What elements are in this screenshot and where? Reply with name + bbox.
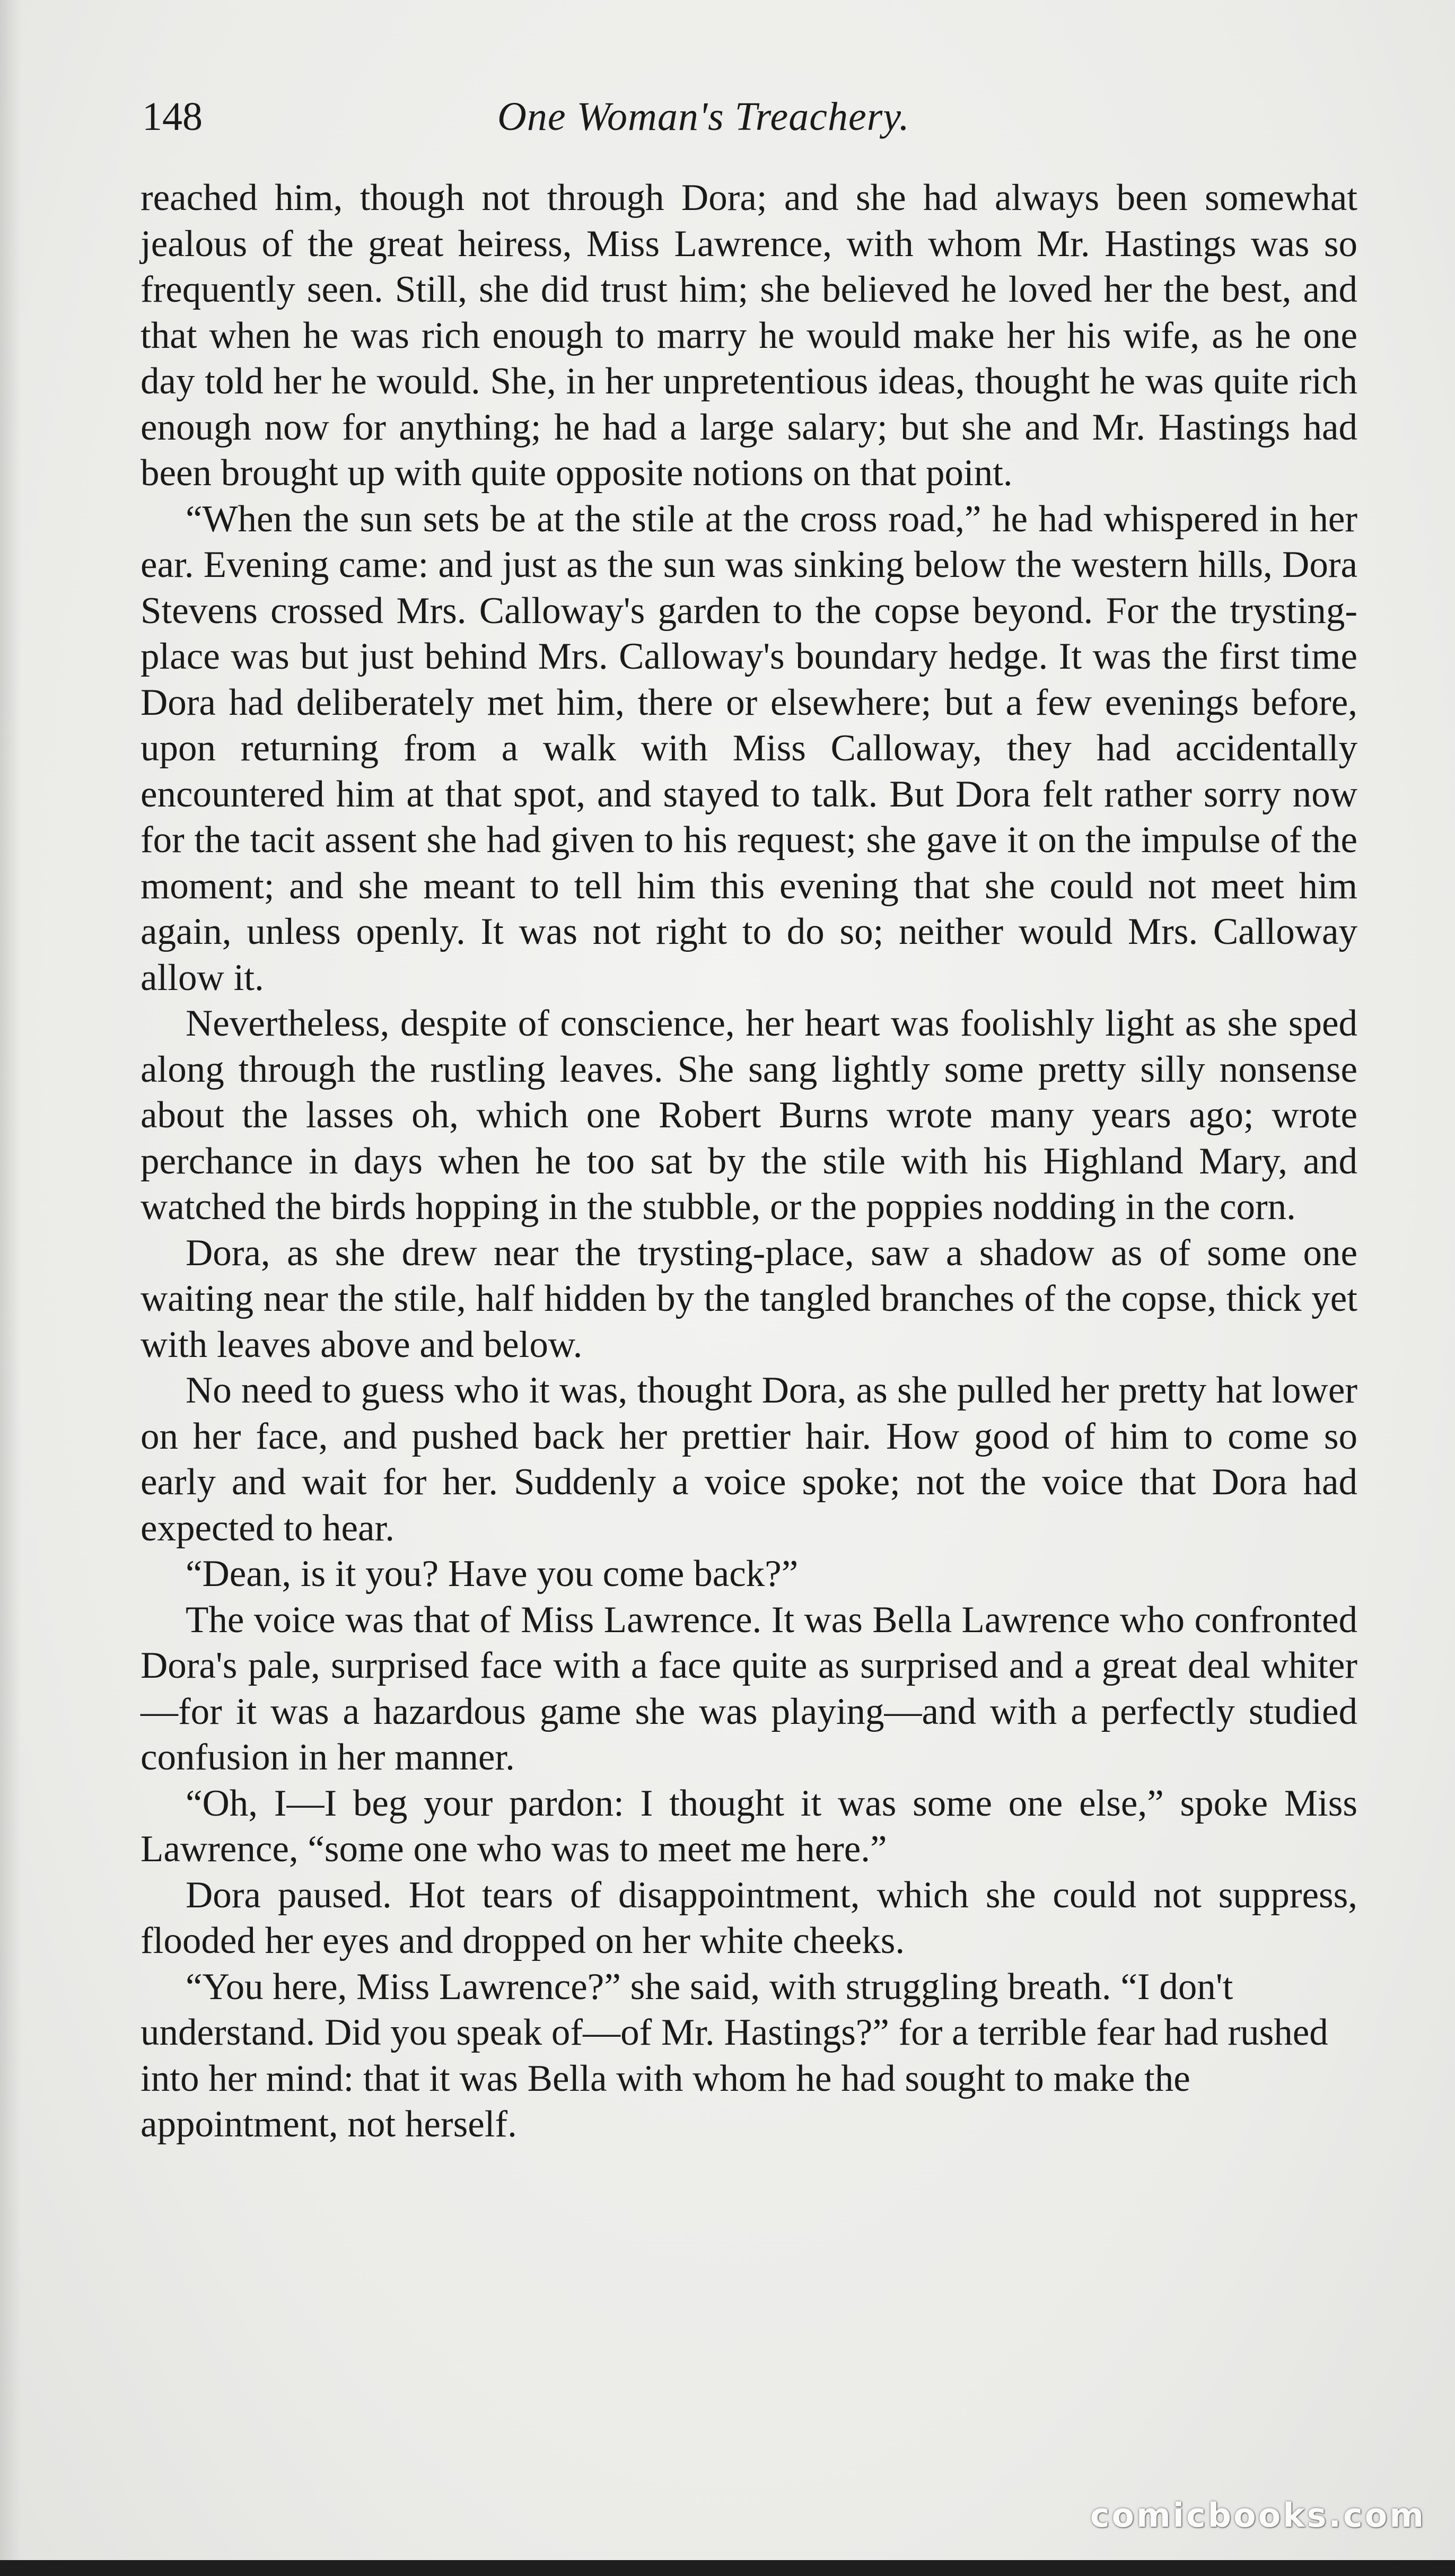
body-text — [141, 175, 1357, 2148]
paragraph: Dora paused. Hot tears of disappointment, which she could not suppress, flooded her eyes and dropped on her white cheeks. — [141, 1874, 1357, 1961]
page-header — [142, 93, 1012, 146]
paragraph: “When the sun sets be at the stile at the cross road,” he had whispered in her ear. Evening came: and just as the sun was sinking below the western hills, Dora Stevens crossed Mrs. Calloway's garden to the copse beyond. For the trysting-place was but just behind Mrs. Calloway's boundary hedge. It was the first time Dora had deliberately met him, there or elsewhere; but a few evenings before, upon returning from a walk with Miss Calloway, they had accidentally encountered him at that spot, and stayed to talk. But Dora felt rather sorry now for the tacit assent she had given to his request; she gave it on the impulse of the moment; and she meant to tell him this evening that she could not meet him again, unless openly. It was not right to do so; neither would Mrs. Calloway allow it. — [141, 498, 1357, 998]
paragraph: The voice was that of Miss Lawrence. It was Bella Lawrence who confronted Dora's pale, surprised face with a face quite as surprised and a great deal whiter—for it was a hazardous game she was playing—and with a perfectly studied confusion in her manner. — [141, 1599, 1357, 1778]
watermark: comicbooks.com — [1090, 2496, 1426, 2535]
paragraph: reached him, though not through Dora; and she had always been somewhat jealous of the great heiress, Miss Lawrence, with whom Mr. Hastings was so frequently seen. Still, she did trust him; she believed he loved her the best, and that when he was rich enough to marry he would make her his wife, as he one day told her he would. She, in her unpretentious ideas, thought he was quite rich enough now for anything; he had a large salary; but she and Mr. Hastings had been brought up with quite opposite notions on that point. — [141, 177, 1357, 494]
paragraph: “Oh, I—I beg your pardon: I thought it was some one else,” spoke Miss Lawrence, “some one who was to meet me here.” — [141, 1782, 1357, 1870]
paragraph: Nevertheless, despite of conscience, her heart was foolishly light as she sped along through the rustling leaves. She sang lightly some pretty silly nonsense about the lasses oh, which one Robert Burns wrote many years ago; wrote perchance in days when he too sat by the stile with his Highland Mary, and watched the birds hopping in the stubble, or the poppies nodding in the corn. — [141, 1003, 1357, 1228]
running-title: One Woman's Treachery. — [497, 94, 910, 139]
paragraph: No need to guess who it was, thought Dora, as she pulled her pretty hat lower on her face, and pushed back her prettier hair. How good of him to come so early and wait for her. Suddenly a voice spoke; not the voice that Dora had expected to hear. — [141, 1370, 1357, 1549]
paragraph: “You here, Miss Lawrence?” she said, with struggling breath. “I don't understand. Did you speak of—of Mr. Hastings?” for a terrible fear had rushed into her mind: that it was Bella with whom he had sought to make the appointment, not herself. — [141, 1966, 1328, 2145]
page-number: 148 — [142, 94, 203, 139]
scan-bottom-edge — [0, 2560, 1455, 2576]
paragraph: “Dean, is it you? Have you come back?” — [186, 1553, 799, 1594]
page-gutter-shadow — [0, 0, 21, 2576]
paragraph: Dora, as she drew near the trysting-place, saw a shadow as of some one waiting near the stile, half hidden by the tangled branches of the copse, thick yet with leaves above and below. — [141, 1232, 1357, 1365]
